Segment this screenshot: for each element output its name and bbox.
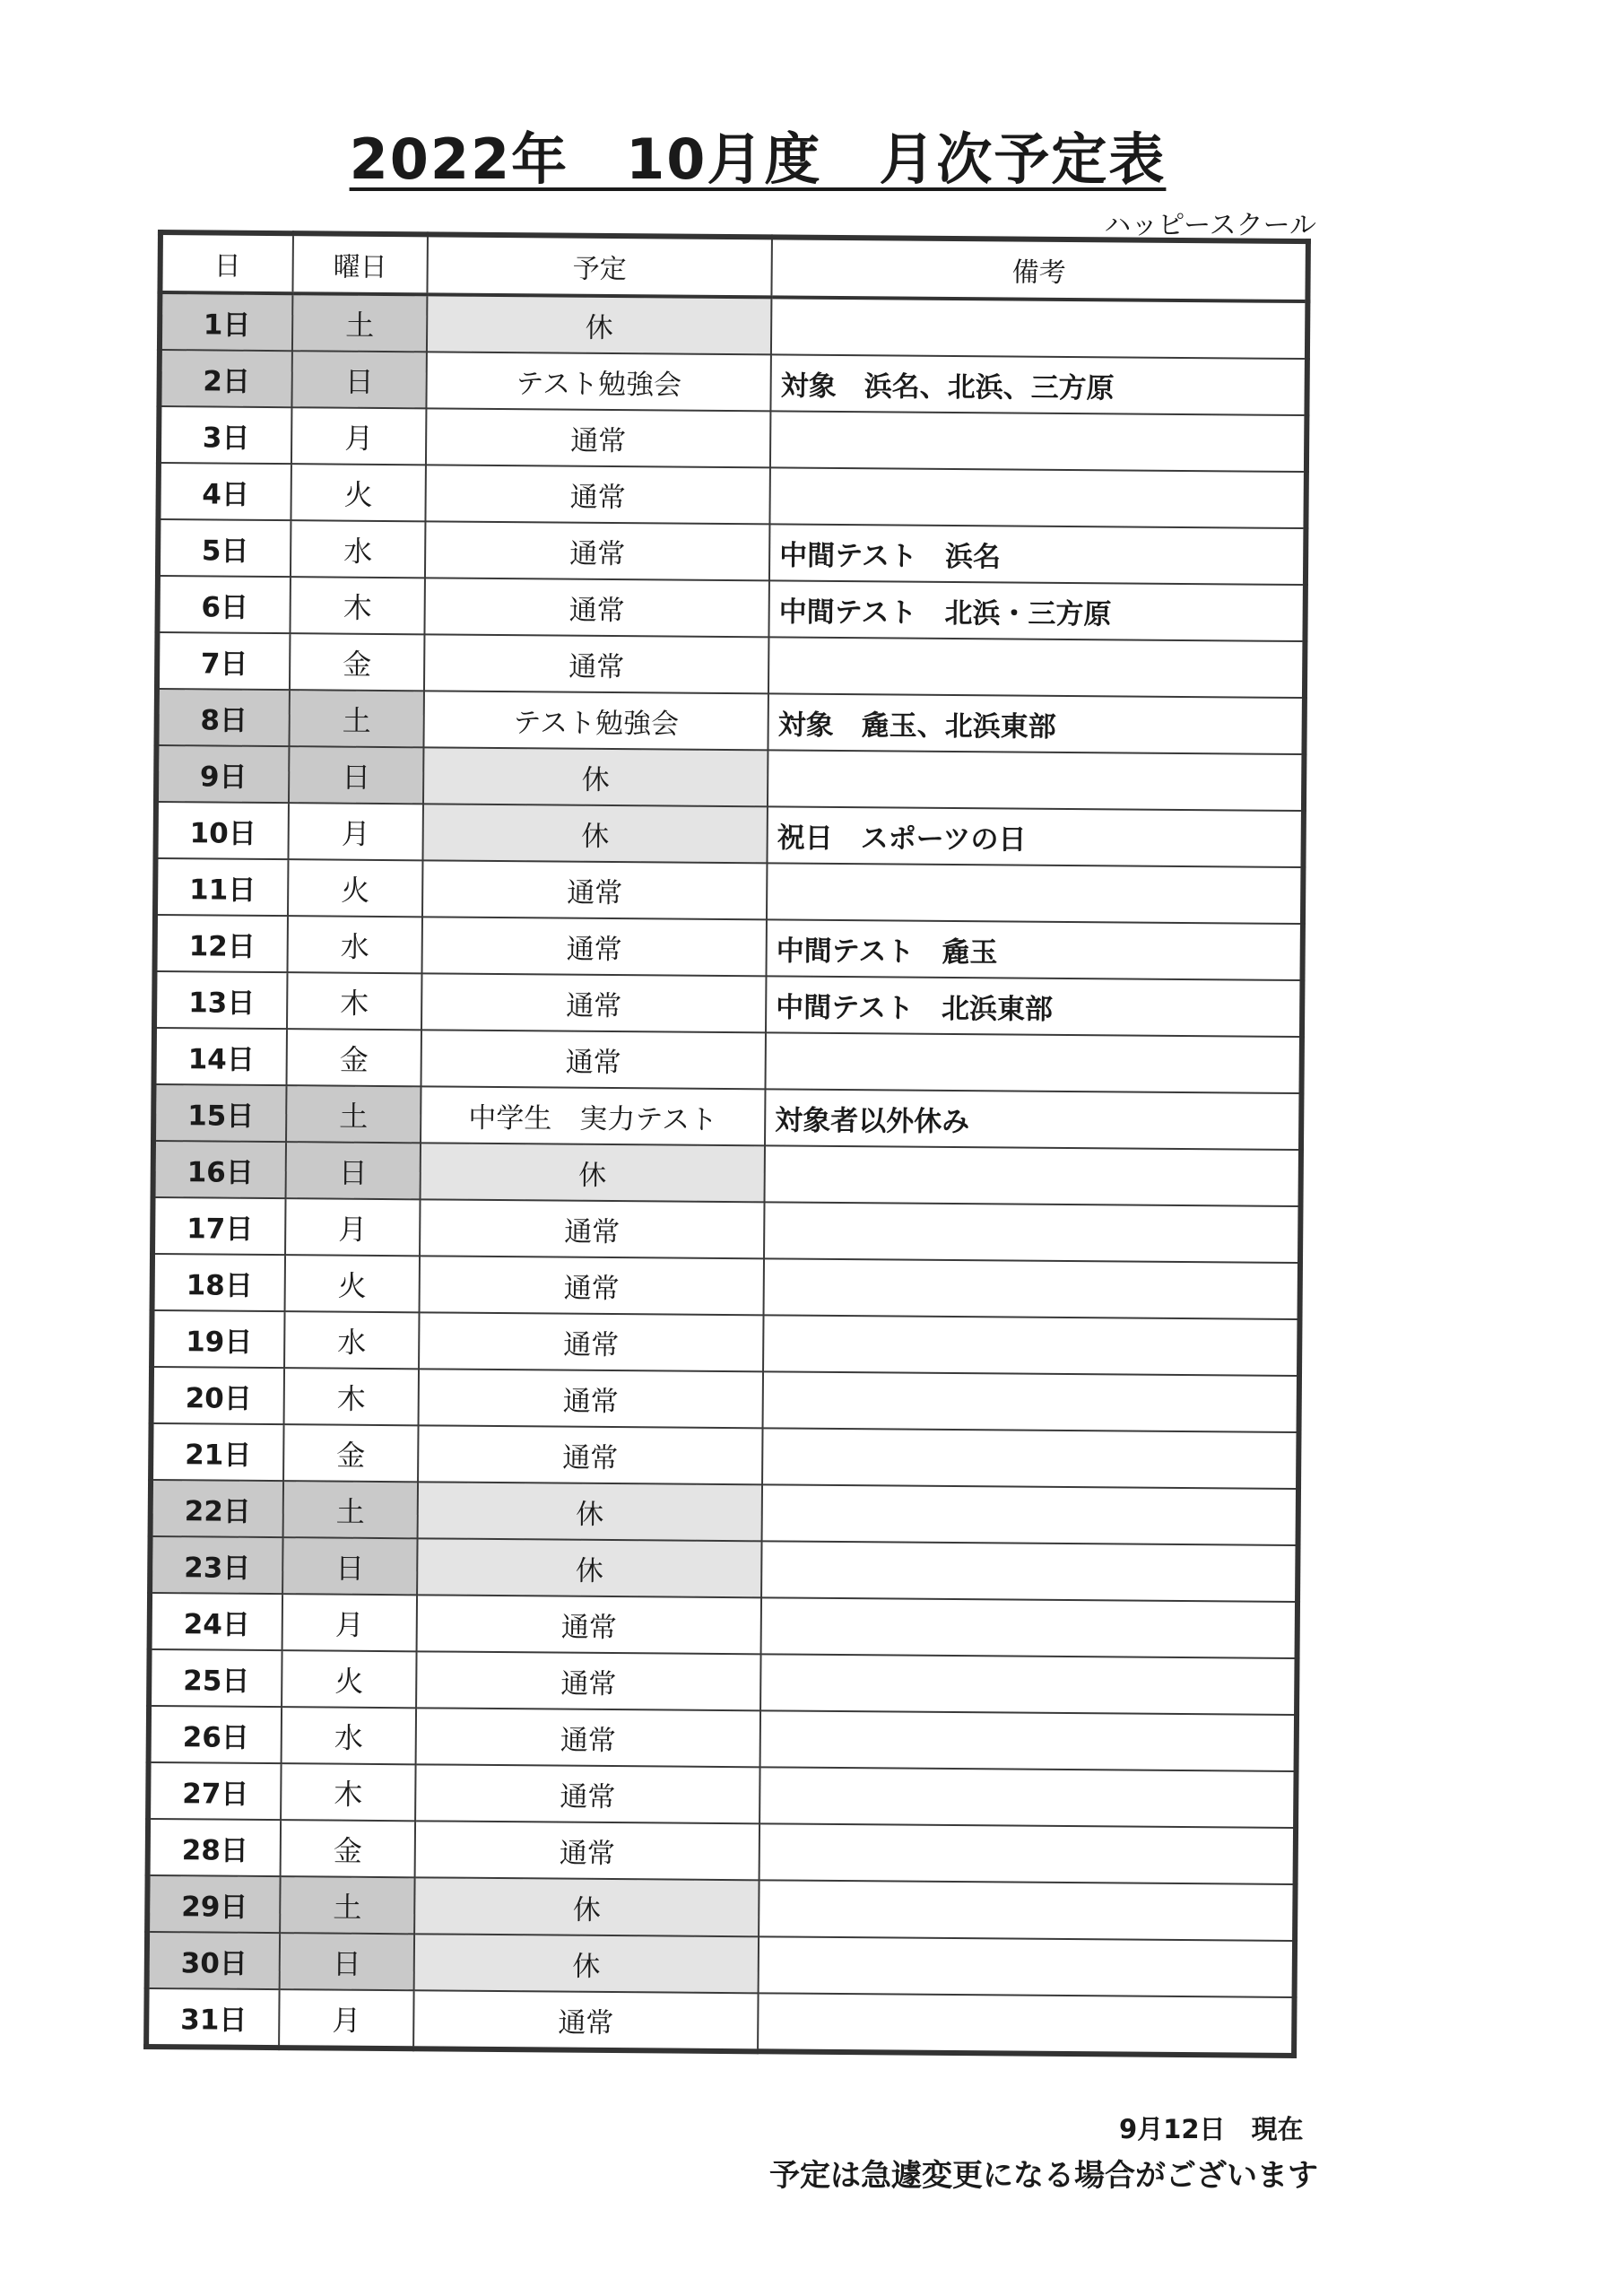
plan-cell: 休 xyxy=(414,1877,759,1936)
plan-cell: 通常 xyxy=(415,1764,759,1823)
weekday-cell: 月 xyxy=(285,1198,420,1256)
header-plan: 予定 xyxy=(427,234,772,297)
date-cell: 22日 xyxy=(151,1480,283,1537)
table-row xyxy=(150,1536,1298,1602)
date-cell: 15日 xyxy=(153,1084,286,1142)
note-cell xyxy=(763,1315,1299,1376)
date-cell: 20日 xyxy=(152,1367,284,1424)
plan-cell: テスト勉強会 xyxy=(426,352,770,411)
table-row xyxy=(158,519,1306,585)
plan-cell: 通常 xyxy=(424,634,768,693)
note-cell xyxy=(770,411,1306,472)
table-row xyxy=(148,1819,1296,1884)
note-cell xyxy=(762,1484,1298,1545)
table-row xyxy=(155,802,1303,867)
date-cell: 1日 xyxy=(160,292,292,351)
note-cell xyxy=(761,1541,1298,1602)
date-cell: 21日 xyxy=(151,1423,283,1481)
date-cell: 4日 xyxy=(158,463,291,520)
plan-cell: 通常 xyxy=(419,1369,763,1428)
plan-cell: 通常 xyxy=(421,917,766,976)
note-cell xyxy=(765,1032,1301,1093)
weekday-cell: 日 xyxy=(289,746,423,804)
table-header-row xyxy=(160,232,1307,301)
note-cell xyxy=(769,467,1306,528)
date-cell: 14日 xyxy=(154,1028,287,1085)
table-row xyxy=(150,1593,1298,1658)
note-cell xyxy=(760,1710,1297,1771)
weekday-cell: 木 xyxy=(287,972,421,1030)
date-cell: 13日 xyxy=(154,971,287,1029)
page-title xyxy=(0,115,1515,195)
organization-name: ハッピースクール xyxy=(1104,210,1316,241)
plan-cell: 通常 xyxy=(418,1425,762,1484)
plan-cell: 通常 xyxy=(413,1990,758,2051)
table-row xyxy=(158,463,1306,528)
weekday-cell: 水 xyxy=(288,916,422,973)
table-row xyxy=(154,1028,1302,1093)
plan-cell: 通常 xyxy=(425,521,769,580)
table-row xyxy=(149,1706,1297,1771)
plan-cell: 通常 xyxy=(416,1708,760,1767)
table-row xyxy=(152,1310,1299,1376)
table-row xyxy=(156,689,1304,754)
note-cell xyxy=(764,1258,1300,1319)
plan-cell: 通常 xyxy=(417,1595,761,1654)
plan-cell: 通常 xyxy=(425,465,769,524)
schedule-table xyxy=(143,230,1311,2058)
note-cell: 中間テスト 北浜東部 xyxy=(766,976,1302,1037)
plan-cell: 休 xyxy=(427,294,771,354)
date-cell: 23日 xyxy=(150,1536,282,1594)
table-row xyxy=(159,406,1306,472)
plan-cell: テスト勉強会 xyxy=(423,691,768,750)
date-cell: 11日 xyxy=(155,858,288,916)
weekday-cell: 火 xyxy=(291,464,425,521)
table-row xyxy=(148,1762,1296,1828)
plan-cell: 休 xyxy=(422,804,767,863)
date-cell: 5日 xyxy=(158,519,291,577)
table-row xyxy=(152,1367,1299,1432)
date-cell: 30日 xyxy=(147,1932,280,1989)
weekday-cell: 土 xyxy=(286,1085,421,1143)
weekday-cell: 金 xyxy=(283,1424,418,1482)
note-cell xyxy=(764,1202,1300,1263)
note-cell: 中間テスト 北浜・三方原 xyxy=(768,580,1305,641)
plan-cell: 通常 xyxy=(421,973,766,1032)
table-row xyxy=(146,1988,1294,2056)
note-cell xyxy=(765,1145,1301,1206)
weekday-cell: 日 xyxy=(286,1142,421,1199)
plan-cell: 休 xyxy=(417,1538,761,1597)
weekday-cell: 水 xyxy=(284,1311,419,1369)
plan-cell: 通常 xyxy=(419,1312,763,1371)
table-row xyxy=(154,971,1302,1037)
note-cell: 対象 浜名、北浜、三方原 xyxy=(770,354,1306,415)
weekday-cell: 金 xyxy=(281,1820,415,1877)
plan-cell: 通常 xyxy=(416,1651,760,1710)
date-cell: 26日 xyxy=(149,1706,282,1763)
note-cell xyxy=(759,1823,1296,1884)
plan-cell: 通常 xyxy=(420,1199,764,1258)
table-row xyxy=(149,1649,1297,1715)
table-row xyxy=(157,632,1305,698)
note-cell xyxy=(767,863,1303,924)
date-cell: 18日 xyxy=(152,1254,285,1311)
note-cell xyxy=(759,1767,1296,1828)
plan-cell: 休 xyxy=(421,1143,765,1202)
table-row xyxy=(151,1423,1298,1489)
date-cell: 27日 xyxy=(148,1762,281,1820)
weekday-cell: 月 xyxy=(288,803,422,860)
table-row xyxy=(147,1875,1295,1941)
note-cell xyxy=(768,750,1304,811)
table-row xyxy=(156,745,1304,811)
date-cell: 24日 xyxy=(150,1593,282,1650)
date-cell: 3日 xyxy=(159,406,291,464)
weekday-cell: 月 xyxy=(279,1989,414,2048)
table-body xyxy=(146,292,1307,2056)
table-row xyxy=(152,1197,1300,1263)
note-cell: 中間テスト 浜名 xyxy=(769,524,1306,585)
plan-cell: 休 xyxy=(423,747,768,806)
header-date: 日 xyxy=(160,232,293,293)
as-of-date: 9月12日 現在 xyxy=(1119,2114,1304,2144)
weekday-cell: 月 xyxy=(282,1594,417,1651)
plan-cell: 通常 xyxy=(420,1256,764,1315)
note-cell xyxy=(771,297,1307,359)
plan-cell: 通常 xyxy=(422,860,767,919)
weekday-cell: 火 xyxy=(285,1255,420,1312)
header-notes: 備考 xyxy=(771,237,1308,301)
date-cell: 17日 xyxy=(152,1197,285,1255)
table-row xyxy=(152,1254,1300,1319)
table-row xyxy=(159,350,1306,415)
note-cell xyxy=(762,1428,1298,1489)
title-text: 2022年 10月度 月次予定表 xyxy=(349,126,1167,192)
weekday-cell: 火 xyxy=(288,859,422,917)
date-cell: 16日 xyxy=(153,1141,286,1198)
weekday-cell: 土 xyxy=(280,1876,414,1934)
note-cell xyxy=(758,1993,1294,2056)
weekday-cell: 水 xyxy=(291,520,425,578)
table-row xyxy=(160,292,1307,359)
note-cell xyxy=(761,1597,1298,1658)
plan-cell: 通常 xyxy=(426,408,770,467)
date-cell: 12日 xyxy=(155,915,288,972)
plan-cell: 通常 xyxy=(415,1821,759,1880)
date-cell: 29日 xyxy=(147,1875,280,1933)
disclaimer: 予定は急遽変更になる場合がございます xyxy=(769,2158,1318,2194)
date-cell: 31日 xyxy=(146,1988,280,2048)
table-row xyxy=(153,1084,1301,1150)
table-row xyxy=(147,1932,1295,1997)
weekday-cell: 月 xyxy=(291,407,426,465)
weekday-cell: 金 xyxy=(287,1029,421,1086)
note-cell xyxy=(760,1654,1297,1715)
table-row xyxy=(151,1480,1298,1545)
weekday-cell: 土 xyxy=(292,293,427,352)
plan-cell: 通常 xyxy=(421,1030,766,1089)
date-cell: 8日 xyxy=(156,689,289,746)
plan-cell: 通常 xyxy=(424,578,768,637)
note-cell: 中間テスト 麁玉 xyxy=(766,919,1302,980)
table-row xyxy=(155,915,1303,980)
weekday-cell: 日 xyxy=(280,1933,414,1990)
note-cell: 対象者以外休み xyxy=(765,1089,1301,1150)
weekday-cell: 土 xyxy=(283,1481,418,1538)
header-weekday: 曜日 xyxy=(292,233,428,294)
note-cell xyxy=(759,1936,1295,1997)
table-row xyxy=(157,576,1305,641)
weekday-cell: 日 xyxy=(282,1537,417,1595)
date-cell: 2日 xyxy=(159,350,291,407)
date-cell: 7日 xyxy=(157,632,290,690)
note-cell xyxy=(768,637,1305,698)
note-cell xyxy=(759,1880,1295,1941)
weekday-cell: 火 xyxy=(282,1650,416,1708)
note-cell xyxy=(763,1371,1299,1432)
date-cell: 6日 xyxy=(157,576,290,633)
date-cell: 19日 xyxy=(152,1310,284,1368)
plan-cell: 休 xyxy=(414,1934,759,1993)
note-cell: 対象 麁玉、北浜東部 xyxy=(768,693,1304,754)
table-row xyxy=(153,1141,1301,1206)
weekday-cell: 日 xyxy=(291,351,426,408)
weekday-cell: 水 xyxy=(282,1707,416,1764)
plan-cell: 中学生 実力テスト xyxy=(421,1086,765,1145)
weekday-cell: 土 xyxy=(289,690,423,747)
date-cell: 25日 xyxy=(149,1649,282,1707)
date-cell: 28日 xyxy=(148,1819,281,1876)
weekday-cell: 木 xyxy=(284,1368,419,1425)
date-cell: 9日 xyxy=(156,745,289,803)
weekday-cell: 木 xyxy=(281,1763,415,1821)
weekday-cell: 金 xyxy=(290,633,424,691)
table-row xyxy=(155,858,1303,924)
plan-cell: 休 xyxy=(418,1482,762,1541)
date-cell: 10日 xyxy=(155,802,288,859)
weekday-cell: 木 xyxy=(290,577,424,634)
note-cell: 祝日 スポーツの日 xyxy=(767,806,1303,867)
